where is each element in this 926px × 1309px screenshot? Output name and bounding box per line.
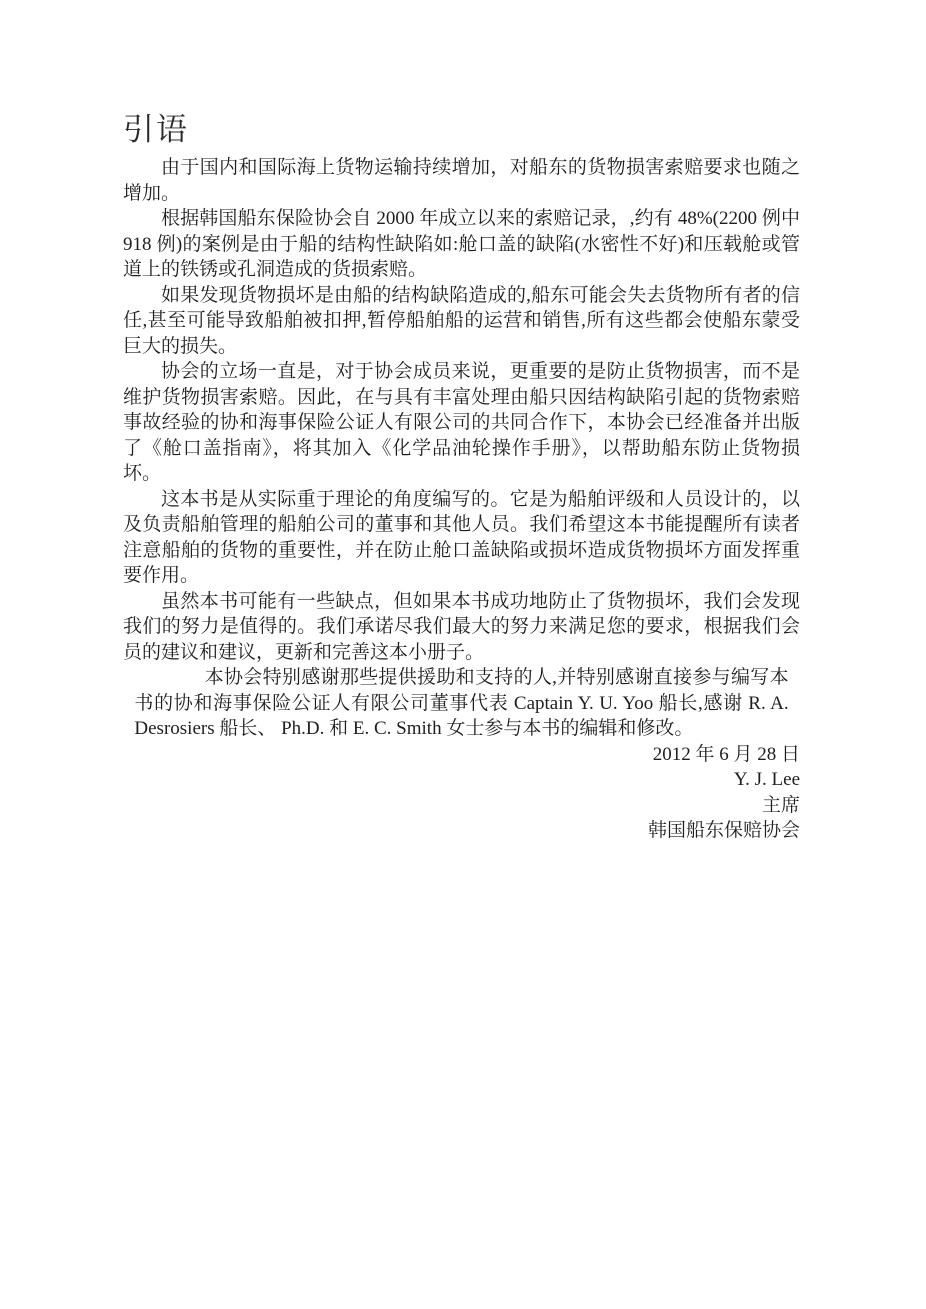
- paragraph-shortcomings: 虽然本书可能有一些缺点，但如果本书成功地防止了货物损坏，我们会发现我们的努力是值得的。我们承诺尽我们最大的努力来满足您的要求，根据我们会员的建议和建议，更新和完善这本小册子。: [123, 590, 800, 663]
- signature-role: 主席: [761, 794, 800, 816]
- acknowledgment-paragraph: 本协会特别感谢那些提供援助和支持的人,并特别感谢直接参与编写本书的协和海事保险公证人有限公司董事代表 Captain Y. U. Yoo 船长,感谢 R. A. Desrosiers 船长、 Ph.D. 和 E. C. Smith 女士参与本书的编辑和修改。: [134, 667, 789, 739]
- paragraph-book-purpose: 这本书是从实际重于理论的角度编写的。它是为船舶评级和人员设计的，以及负责船舶管理的船舶公司的董事和其他人员。我们希望这本书能提醒所有读者注意船舶的货物的重要性，并在防止舱口盖缺陷或损坏造成货物损坏方面发挥重要作用。: [123, 488, 800, 586]
- signature-date: 2012 年 6 月 28 日: [652, 743, 800, 765]
- paragraph-intro: 由于国内和国际海上货物运输持续增加，对船东的货物损害索赔要求也随之增加。: [123, 157, 800, 204]
- signature-block: [123, 742, 800, 844]
- signature-name: Y. J. Lee: [733, 769, 800, 790]
- paragraph-claims-record: 根据韩国船东保险协会自 2000 年成立以来的索赔记录，,约有 48%(2200 例中 918 例)的案例是由于船的结构性缺陷如:舱口盖的缺陷(水密性不好)和压载舱或管道上的铁锈或孔洞造成的货损索赔。: [123, 208, 800, 280]
- paragraph-association-position: 协会的立场一直是，对于协会成员来说，更重要的是防止货物损害，而不是维护货物损害索赔。因此，在与具有丰富处理由船只因结构缺陷引起的货物索赔事故经验的协和海事保险公证人有限公司的共同合作下，本协会已经准备并出版了《舱口盖指南》，将其加入《化学品油轮操作手册》，以帮助船东防止货物损坏。: [123, 361, 800, 484]
- page-title: 引语: [123, 112, 189, 147]
- signature-organization: 韩国船东保赔协会: [647, 820, 800, 841]
- paragraph-owner-risk: 如果发现货物损坏是由船的结构缺陷造成的,船东可能会失去货物所有者的信任,甚至可能导致船舶被扣押,暂停船舶船的运营和销售,所有这些都会使船东蒙受巨大的损失。: [123, 284, 800, 357]
